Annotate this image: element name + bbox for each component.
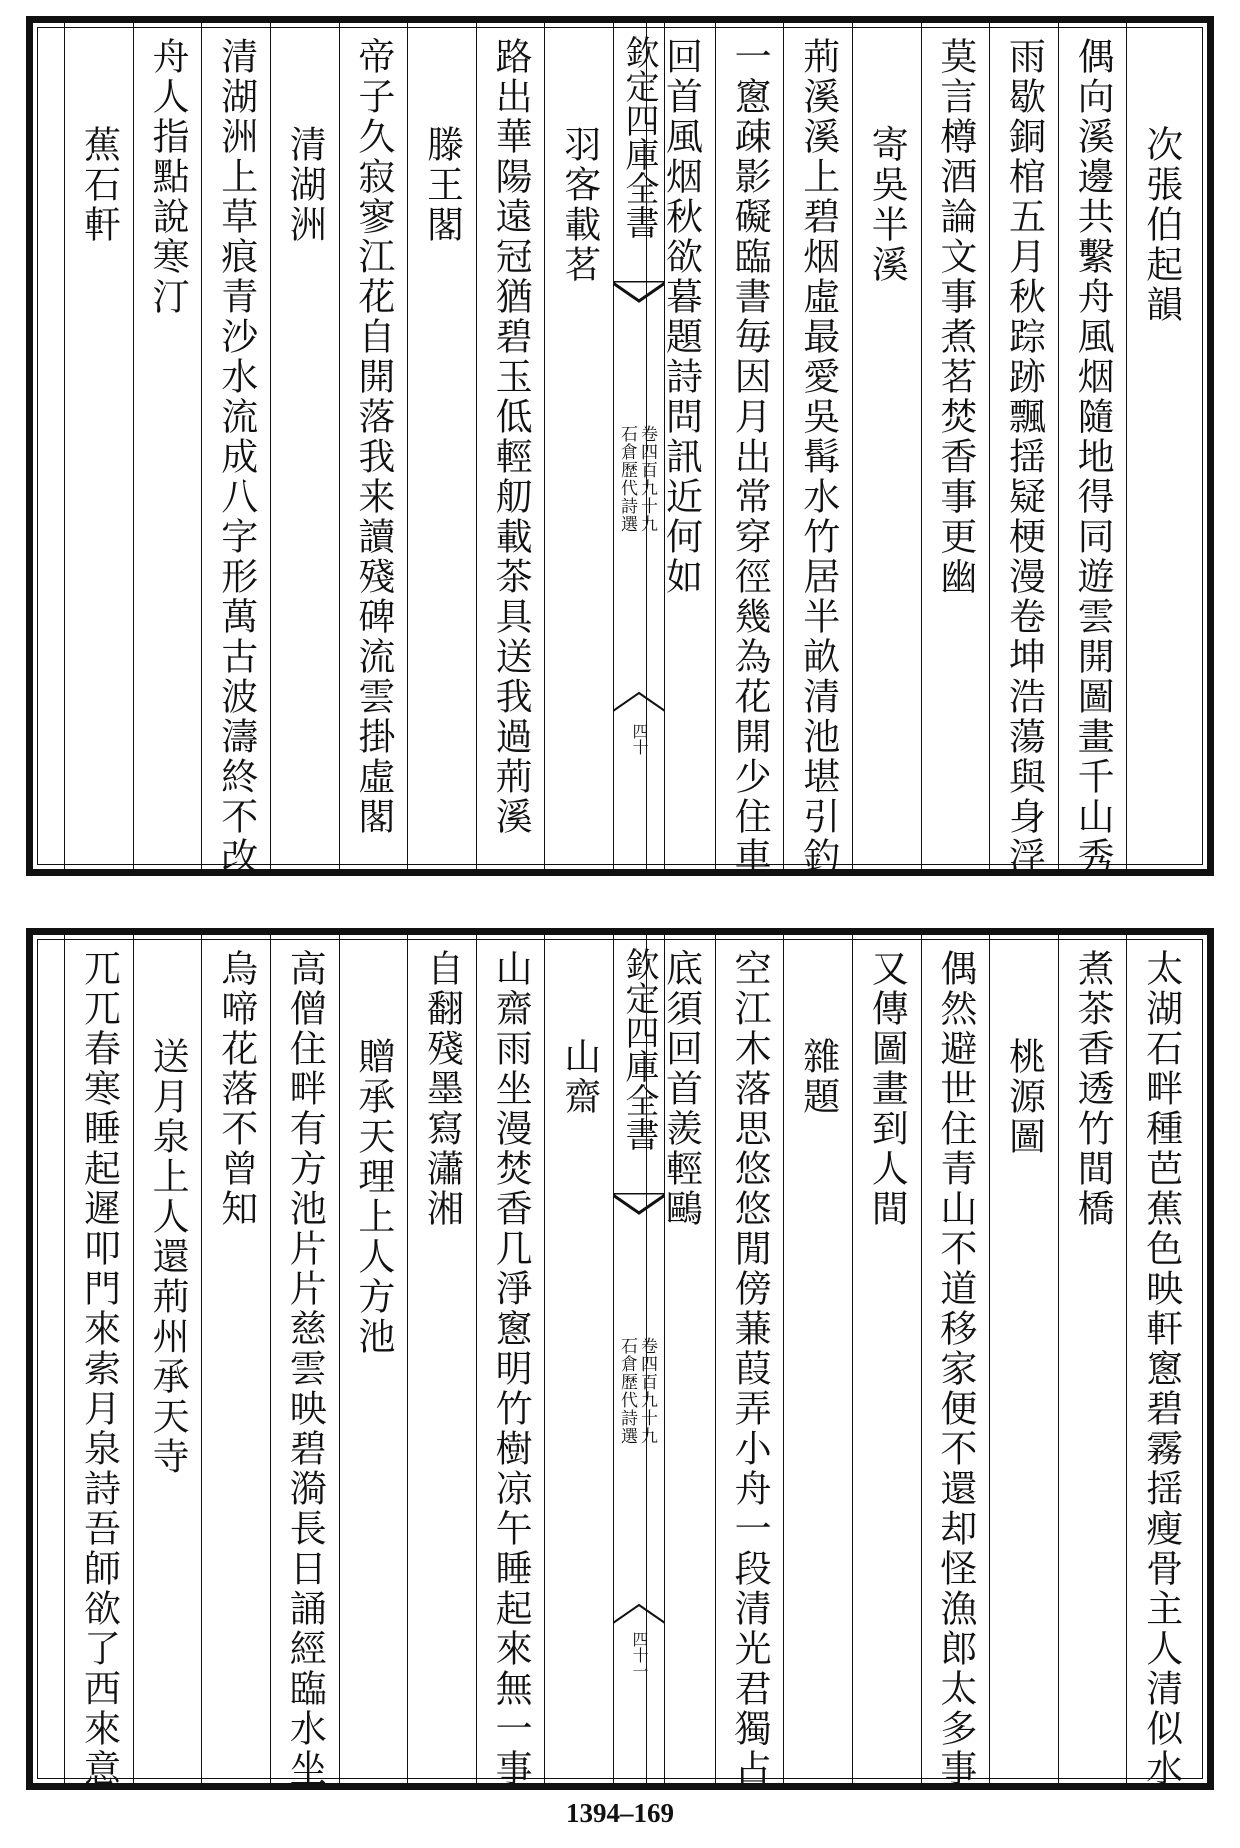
spine-subtitle-volume: 卷四百九十九 [637,425,657,533]
text-column [1126,23,1195,869]
spine-page-number: 四十 [630,723,649,755]
text-column [544,935,613,1783]
text-column [201,23,270,877]
poem-title: 蕉石軒 [77,125,121,245]
text-column [783,23,852,877]
bottom-page-panel [26,928,1214,1790]
text-column [989,23,1058,877]
text-column [715,935,784,1789]
text-column [1058,23,1127,877]
poem-title: 贈承天理上人方池 [351,1037,395,1357]
fish-tail-upper-icon [613,1193,665,1215]
poem-line: 煮茶香透竹間橋 [1071,949,1115,1229]
text-column [407,23,476,869]
spine-subtitle-volume: 卷四百九十九 [637,1337,657,1445]
text-column [339,935,408,1783]
text-column [852,935,921,1783]
poem-title: 送月泉上人還荊州承天寺 [146,1037,190,1477]
text-column [339,23,408,869]
text-column [476,935,545,1789]
text-column [1058,935,1127,1783]
poem-line: 雨歇銅棺五月秋踪跡飄揺疑梗漫卷坤浩蕩與身浮 [1002,37,1046,877]
text-column [270,23,339,869]
poem-title: 雜題 [796,1037,840,1117]
poem-line: 荊溪溪上碧烟虛最愛吳髯水竹居半畝清池堪引釣 [796,37,840,877]
text-column [989,935,1058,1783]
text-column [64,23,133,869]
spine-subtitle-collection: 石倉歷代詩選 [617,1337,637,1445]
text-column [407,935,476,1783]
fish-tail-lower-icon [613,691,665,713]
poem-line: 高僧住畔有方池片片慈雲映碧漪長日誦經臨水坐 [283,949,327,1789]
poem-line: 舟人指點說寒汀 [146,37,190,317]
text-column [1126,935,1195,1789]
poem-line: 烏啼花落不曾知 [214,949,258,1229]
poem-line: 路出華陽遠冠猶碧玉低輕舠載茶具送我過荊溪 [489,37,533,837]
poem-line: 自翻殘墨寫瀟湘 [420,949,464,1229]
text-column [133,23,202,869]
poem-title: 滕王閣 [420,125,464,245]
poem-line: 山齋雨坐漫焚香几淨窻明竹樹凉午睡起來無一事 [489,949,533,1789]
poem-line: 又傳圖畫到人間 [865,949,909,1229]
poem-title: 清湖洲 [283,125,327,245]
text-column [715,23,784,877]
poem-title: 羽客載茗 [557,125,601,285]
text-column [783,935,852,1783]
spine-subtitle-collection: 石倉歷代詩選 [617,425,637,533]
poem-title: 山齋 [557,1037,601,1117]
text-column [201,935,270,1783]
poem-line: 空江木落思悠悠閒傍蒹葭弄小舟一段清光君獨占 [728,949,772,1789]
top-center-strip [613,23,665,869]
bottom-center-strip [613,935,665,1783]
poem-line: 偶然避世住青山不道移家便不還却怪漁郎太多事 [933,949,977,1789]
text-column [921,23,990,869]
page-number: 1394–169 [566,1798,674,1828]
text-column [544,23,613,869]
spine-page-number: 四十一 [630,1631,649,1679]
text-column [852,23,921,869]
text-column [64,935,133,1789]
poem-title: 桃源圖 [1002,1037,1046,1157]
spine-title: 欽定四庫全書 [619,35,659,239]
poem-line: 偶向溪邊共繫舟風烟隨地得同遊雲開圖畫千山秀 [1071,37,1115,877]
top-page-panel [26,16,1214,876]
fish-tail-lower-icon [613,1603,665,1625]
poem-line: 清湖洲上草痕青沙水流成八字形萬古波濤終不改 [214,37,258,877]
poem-line: 太湖石畔種芭蕉色映軒窻碧霧揺瘦骨主人清似水 [1139,949,1183,1789]
poem-line: 一窻疎影礙臨書毎因月出常穿徑幾為花開少住車 [728,37,772,877]
text-column [270,935,339,1789]
poem-line: 兀兀春寒睡起遲叩門來索月泉詩吾師欲了西來意 [77,949,121,1789]
poem-line: 回首風烟秋欲暮題詩問訊近何如 [659,37,703,597]
poem-line: 帝子久寂寥江花自開落我来讀殘碑流雲掛虛閣 [351,37,395,837]
text-column [476,23,545,869]
poem-line: 莫言樽酒論文事煮茗焚香事更幽 [933,37,977,597]
poem-line: 底須回首羨輕鷗 [659,949,703,1229]
text-column [133,935,202,1783]
poem-title: 寄吳半溪 [865,125,909,285]
poem-title: 次張伯起韻 [1139,125,1183,325]
spine-title: 欽定四庫全書 [619,947,659,1151]
text-column [921,935,990,1789]
fish-tail-upper-icon [613,281,665,303]
